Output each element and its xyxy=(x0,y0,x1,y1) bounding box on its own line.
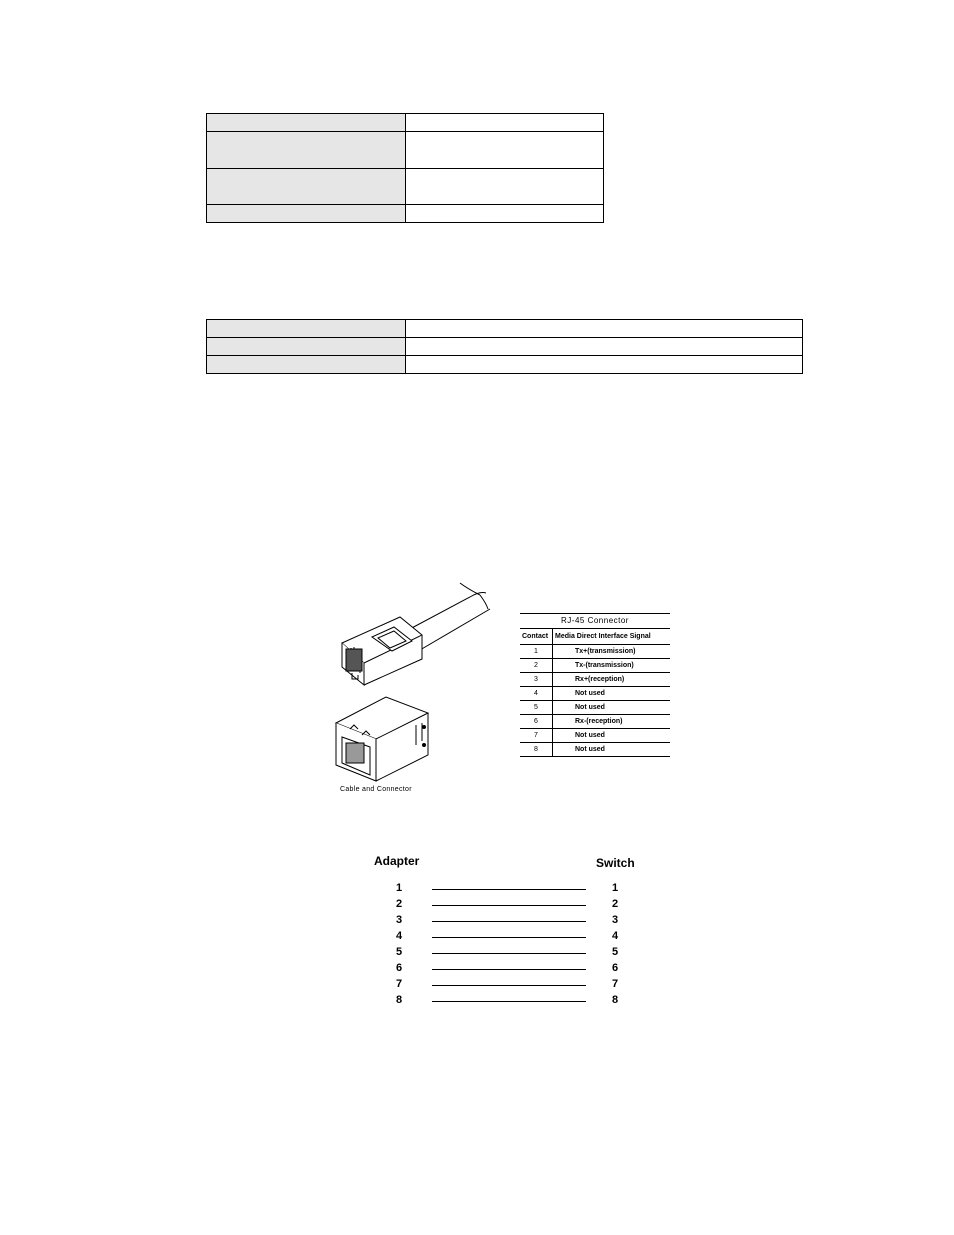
wire-line xyxy=(432,889,586,890)
signal-name: Tx-(transmission) xyxy=(553,659,671,673)
table-row xyxy=(520,743,670,757)
table-row xyxy=(520,659,670,673)
contact-number: 6 xyxy=(520,715,553,729)
switch-pin: 3 xyxy=(611,914,619,926)
signal-name: Not used xyxy=(553,743,671,757)
wiring-diagram xyxy=(360,850,660,1020)
spec-table-2 xyxy=(206,319,803,374)
contact-number: 2 xyxy=(520,659,553,673)
table-row xyxy=(520,673,670,687)
switch-title: Switch xyxy=(596,856,635,870)
table-cell xyxy=(406,114,604,132)
rj45-pinout-table xyxy=(520,613,670,757)
wire-line xyxy=(432,921,586,922)
contact-number: 1 xyxy=(520,645,553,659)
signal-name: Not used xyxy=(553,687,671,701)
table-row xyxy=(520,729,670,743)
table-cell xyxy=(406,356,803,374)
switch-pin: 7 xyxy=(611,978,619,990)
contact-number: 7 xyxy=(520,729,553,743)
pinout-title: RJ-45 Connector xyxy=(520,613,670,629)
signal-name: Not used xyxy=(553,701,671,715)
adapter-pin: 3 xyxy=(395,914,403,926)
signal-name: Rx+(reception) xyxy=(553,673,671,687)
contact-number: 5 xyxy=(520,701,553,715)
table-row xyxy=(520,701,670,715)
table-cell xyxy=(207,169,406,205)
wire-line xyxy=(432,985,586,986)
wire-row xyxy=(360,882,660,898)
switch-pin: 8 xyxy=(611,994,619,1006)
adapter-pin: 5 xyxy=(395,946,403,958)
wire-line xyxy=(432,969,586,970)
signal-column-header: Media Direct Interface Signal xyxy=(553,629,671,645)
signal-name: Not used xyxy=(553,729,671,743)
adapter-pin: 4 xyxy=(395,930,403,942)
contact-number: 4 xyxy=(520,687,553,701)
adapter-pin: 6 xyxy=(395,962,403,974)
table-cell xyxy=(207,320,406,338)
table-cell xyxy=(406,205,604,223)
adapter-pin: 7 xyxy=(395,978,403,990)
switch-pin: 5 xyxy=(611,946,619,958)
adapter-pin: 1 xyxy=(395,882,403,894)
wire-line xyxy=(432,953,586,954)
cable-caption: Cable and Connector xyxy=(340,786,412,793)
table-cell xyxy=(406,169,604,205)
switch-pin: 6 xyxy=(611,962,619,974)
adapter-pin: 2 xyxy=(395,898,403,910)
table-cell xyxy=(207,132,406,169)
switch-pin: 4 xyxy=(611,930,619,942)
switch-pin: 2 xyxy=(611,898,619,910)
wire-row xyxy=(360,930,660,946)
wire-line xyxy=(432,905,586,906)
adapter-title: Adapter xyxy=(374,854,420,868)
table-cell xyxy=(406,338,803,356)
table-cell xyxy=(207,205,406,223)
adapter-pin: 8 xyxy=(395,994,403,1006)
table-row xyxy=(520,645,670,659)
table-row xyxy=(520,715,670,729)
table-cell xyxy=(207,338,406,356)
table-cell xyxy=(406,320,803,338)
spec-table-1 xyxy=(206,113,604,223)
wire-row xyxy=(360,914,660,930)
wire-line xyxy=(432,937,586,938)
table-cell xyxy=(207,114,406,132)
wire-row xyxy=(360,978,660,994)
contact-number: 8 xyxy=(520,743,553,757)
table-cell xyxy=(207,356,406,374)
table-row xyxy=(520,687,670,701)
table-cell xyxy=(406,132,604,169)
switch-pin: 1 xyxy=(611,882,619,894)
signal-name: Rx-(reception) xyxy=(553,715,671,729)
wire-row xyxy=(360,946,660,962)
wire-row xyxy=(360,994,660,1010)
wire-row xyxy=(360,962,660,978)
contact-number: 3 xyxy=(520,673,553,687)
signal-name: Tx+(transmission) xyxy=(553,645,671,659)
wire-row xyxy=(360,898,660,914)
wire-line xyxy=(432,1001,586,1002)
contact-column-header: Contact xyxy=(520,629,553,645)
